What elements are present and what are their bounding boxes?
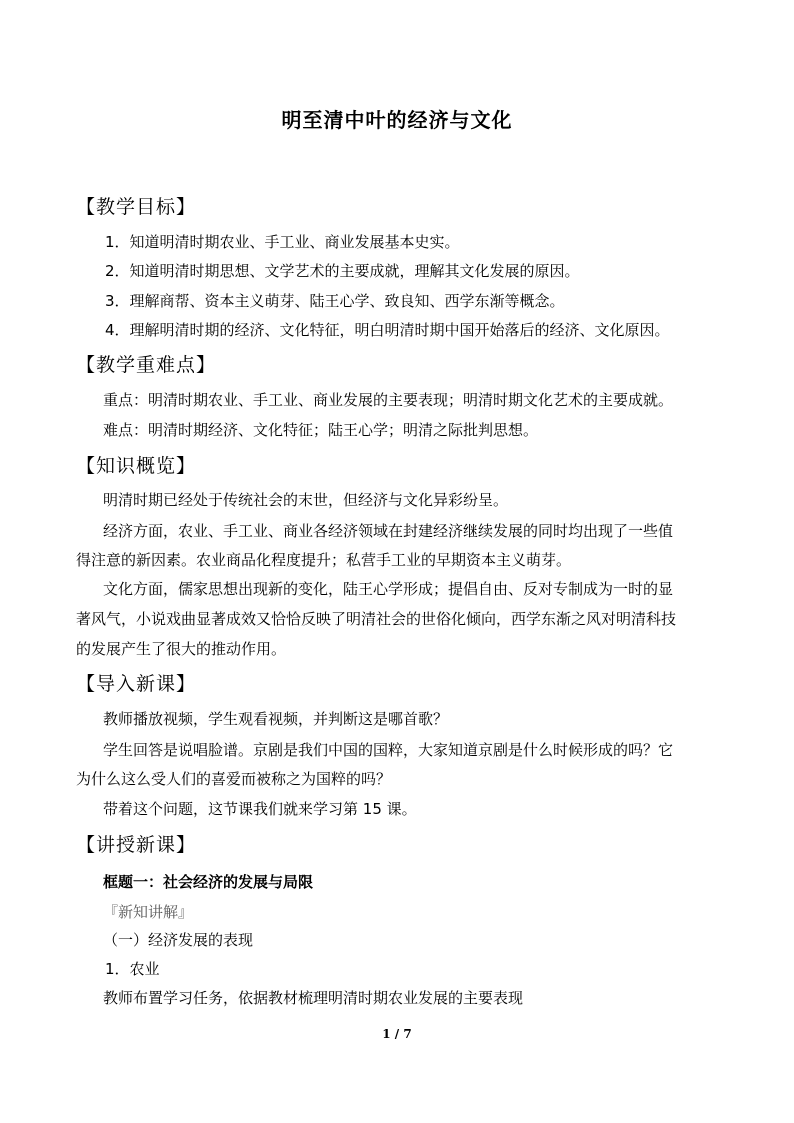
intro-paragraph-2-line-1: 学生回答是说唱脸谱。京剧是我们中国的国粹，大家知道京剧是什么时候形成的吗？它 <box>103 741 674 759</box>
intro-paragraph-2-line-2: 为什么这么受人们的喜爱而被称之为国粹的吗？ <box>76 770 392 788</box>
objective-item-4: 4．理解明清时期的经济、文化特征，明白明清时期中国开始落后的经济、文化原因。 <box>105 321 670 339</box>
overview-paragraph-3-line-3: 的发展产生了很大的推动作用。 <box>76 640 287 658</box>
lecture-paragraph-1: 教师布置学习任务，依据教材梳理明清时期农业发展的主要表现 <box>103 989 524 1007</box>
overview-paragraph-3-line-1: 文化方面，儒家思想出现新的变化，陆王心学形成；提倡自由、反对专制成为一时的显 <box>103 580 674 598</box>
key-point-text: 重点：明清时期农业、手工业、商业发展的主要表现；明清时期文化艺术的主要成就。 <box>103 391 674 409</box>
intro-paragraph-1: 教师播放视频，学生观看视频，并判断这是哪首歌？ <box>103 710 449 728</box>
overview-paragraph-1: 明清时期已经处于传统社会的末世，但经济与文化异彩纷呈。 <box>103 491 509 509</box>
heading-overview: 【知识概览】 <box>76 455 197 477</box>
heading-intro: 【导入新课】 <box>76 673 197 695</box>
heading-key-points: 【教学重难点】 <box>76 354 217 376</box>
heading-objectives: 【教学目标】 <box>76 196 197 218</box>
objective-item-2: 2．知道明清时期思想、文学艺术的主要成就，理解其文化发展的原因。 <box>105 262 580 280</box>
lecture-subheading-1: （一）经济发展的表现 <box>103 931 254 949</box>
lecture-topic: 框题一：社会经济的发展与局限 <box>103 873 314 891</box>
objective-item-1: 1．知道明清时期农业、手工业、商业发展基本史实。 <box>105 233 460 251</box>
overview-paragraph-2-line-2: 得注意的新因素。农业商品化程度提升；私营手工业的早期资本主义萌芽。 <box>76 551 572 569</box>
heading-lecture: 【讲授新课】 <box>76 834 197 856</box>
lecture-subheading-2: 1．农业 <box>105 960 160 978</box>
overview-paragraph-3-line-2: 著风气，小说戏曲显著成效又恰恰反映了明清社会的世俗化倾向，西学东渐之风对明清科技 <box>76 610 677 628</box>
page-title: 明至清中叶的经济与文化 <box>281 108 513 132</box>
page-number: 1 / 7 <box>382 1027 412 1041</box>
intro-paragraph-3: 带着这个问题，这节课我们就来学习第 15 课。 <box>103 800 417 818</box>
lecture-note: 『新知讲解』 <box>103 903 194 921</box>
overview-paragraph-2-line-1: 经济方面，农业、手工业、商业各经济领域在封建经济继续发展的同时均出现了一些值 <box>103 522 674 540</box>
difficult-point-text: 难点：明清时期经济、文化特征；陆王心学；明清之际批判思想。 <box>103 421 539 439</box>
objective-item-3: 3．理解商帮、资本主义萌芽、陆王心学、致良知、西学东渐等概念。 <box>105 292 565 310</box>
